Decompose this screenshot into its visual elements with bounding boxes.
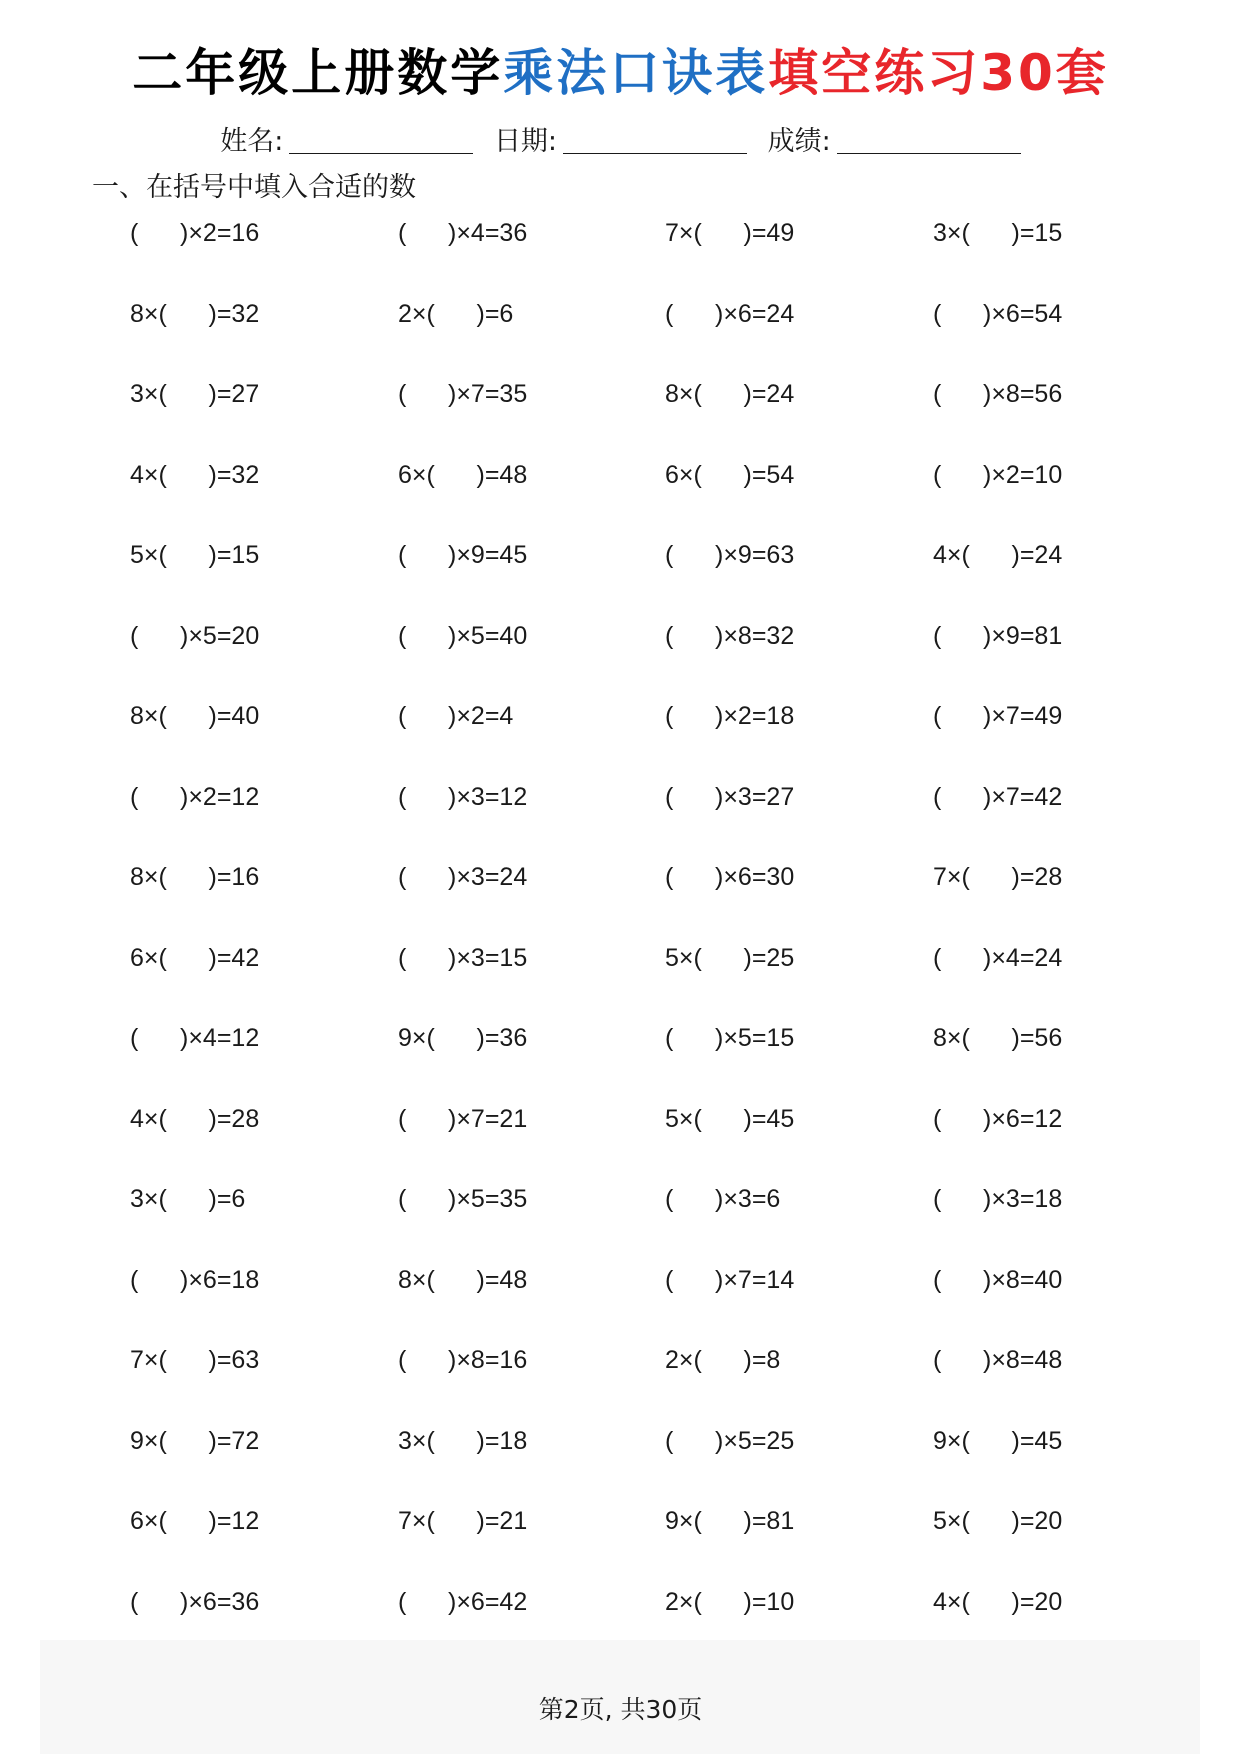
- problem-item[interactable]: 4×( )=20: [933, 1587, 1063, 1616]
- date-blank[interactable]: [563, 125, 747, 154]
- problem-item[interactable]: ( )×7=35: [398, 380, 528, 408]
- problem-item[interactable]: 3×( )=27: [130, 380, 260, 408]
- problem-item[interactable]: ( )×6=24: [665, 299, 795, 328]
- problem-item[interactable]: ( )×6=42: [398, 1587, 528, 1616]
- problem-item[interactable]: ( )×9=81: [933, 621, 1063, 650]
- problem-item[interactable]: 7×( )=63: [130, 1346, 260, 1374]
- name-label: 姓名:: [220, 126, 284, 157]
- problem-item[interactable]: 5×( )=20: [933, 1507, 1063, 1535]
- problem-item[interactable]: ( )×7=14: [665, 1265, 795, 1294]
- problem-item[interactable]: 8×( )=40: [130, 702, 260, 730]
- title-exercise: 填空练习30套: [768, 44, 1109, 102]
- problem-item[interactable]: ( )×5=25: [665, 1426, 795, 1455]
- problem-item[interactable]: ( )×6=12: [933, 1104, 1063, 1133]
- name-field: [220, 122, 473, 162]
- problem-item[interactable]: ( )×8=40: [933, 1265, 1063, 1294]
- problem-item[interactable]: 6×( )=48: [398, 460, 528, 489]
- student-info-line: [0, 122, 1241, 162]
- problem-item[interactable]: ( )×7=21: [398, 1104, 528, 1133]
- problem-item[interactable]: ( )×5=15: [665, 1024, 795, 1052]
- problem-item[interactable]: ( )×3=27: [665, 782, 795, 811]
- problem-item[interactable]: ( )×8=16: [398, 1346, 528, 1374]
- problem-item[interactable]: ( )×7=49: [933, 702, 1063, 730]
- problem-item[interactable]: 8×( )=56: [933, 1024, 1063, 1052]
- problem-item[interactable]: ( )×5=20: [130, 621, 260, 650]
- problem-item[interactable]: ( )×4=24: [933, 943, 1063, 972]
- problem-item[interactable]: ( )×3=6: [665, 1185, 781, 1213]
- problem-item[interactable]: 8×( )=24: [665, 380, 795, 408]
- problem-item[interactable]: ( )×2=18: [665, 702, 795, 730]
- problem-item[interactable]: 6×( )=54: [665, 460, 795, 489]
- name-blank[interactable]: [289, 125, 473, 154]
- problem-item[interactable]: 9×( )=45: [933, 1426, 1063, 1455]
- problem-item[interactable]: ( )×8=56: [933, 380, 1063, 408]
- problem-item[interactable]: ( )×2=10: [933, 460, 1063, 489]
- problem-item[interactable]: ( )×6=54: [933, 299, 1063, 328]
- problem-item[interactable]: ( )×7=42: [933, 782, 1063, 811]
- problem-item[interactable]: ( )×8=32: [665, 621, 795, 650]
- problem-item[interactable]: 9×( )=36: [398, 1024, 528, 1052]
- problem-item[interactable]: ( )×6=36: [130, 1587, 260, 1616]
- problem-item[interactable]: ( )×2=4: [398, 702, 514, 730]
- problem-item[interactable]: 2×( )=10: [665, 1587, 795, 1616]
- page-title: [0, 38, 1241, 108]
- problem-item[interactable]: 8×( )=48: [398, 1265, 528, 1294]
- problem-item[interactable]: 8×( )=16: [130, 863, 260, 891]
- problem-item[interactable]: 9×( )=81: [665, 1507, 795, 1535]
- problem-item[interactable]: 5×( )=25: [665, 943, 795, 972]
- problem-item[interactable]: ( )×3=18: [933, 1185, 1063, 1213]
- problem-item[interactable]: 3×( )=18: [398, 1426, 528, 1455]
- problem-item[interactable]: ( )×5=35: [398, 1185, 528, 1213]
- problem-item[interactable]: 8×( )=32: [130, 299, 260, 328]
- page-number: 第2页, 共30页: [538, 1695, 703, 1724]
- problem-item[interactable]: 4×( )=28: [130, 1104, 260, 1133]
- problem-item[interactable]: 5×( )=45: [665, 1104, 795, 1133]
- title-topic: 乘法口诀表: [503, 44, 769, 102]
- problem-item[interactable]: 6×( )=12: [130, 1507, 260, 1535]
- problem-item[interactable]: 3×( )=6: [130, 1185, 246, 1213]
- problem-item[interactable]: 7×( )=28: [933, 863, 1063, 891]
- problem-item[interactable]: ( )×2=16: [130, 219, 260, 247]
- problem-item[interactable]: 4×( )=32: [130, 460, 260, 489]
- problem-item[interactable]: 7×( )=49: [665, 219, 795, 247]
- problem-item[interactable]: 5×( )=15: [130, 541, 260, 569]
- problem-item[interactable]: ( )×3=12: [398, 782, 528, 811]
- problem-item[interactable]: ( )×9=45: [398, 541, 528, 569]
- problem-item[interactable]: ( )×6=30: [665, 863, 795, 891]
- problem-item[interactable]: ( )×4=12: [130, 1024, 260, 1052]
- problem-item[interactable]: 6×( )=42: [130, 943, 260, 972]
- problem-item[interactable]: ( )×6=18: [130, 1265, 260, 1294]
- problem-item[interactable]: 2×( )=8: [665, 1346, 781, 1374]
- problem-item[interactable]: ( )×8=48: [933, 1346, 1063, 1374]
- problem-item[interactable]: ( )×5=40: [398, 621, 528, 650]
- score-field: [768, 122, 1021, 162]
- problem-item[interactable]: 7×( )=21: [398, 1507, 528, 1535]
- problem-item[interactable]: 3×( )=15: [933, 219, 1063, 247]
- date-field: [494, 122, 747, 162]
- section-title: 一、在括号中填入合适的数: [92, 172, 416, 203]
- score-label: 成绩:: [767, 126, 831, 157]
- problem-item[interactable]: ( )×3=24: [398, 863, 528, 891]
- problem-item[interactable]: ( )×4=36: [398, 219, 528, 247]
- date-label: 日期:: [493, 126, 558, 157]
- problem-item[interactable]: 2×( )=6: [398, 299, 514, 328]
- problem-item[interactable]: ( )×2=12: [130, 782, 260, 811]
- score-blank[interactable]: [837, 125, 1021, 154]
- problem-item[interactable]: ( )×9=63: [665, 541, 795, 569]
- title-grade: 二年级上册数学: [132, 44, 504, 102]
- problem-item[interactable]: 9×( )=72: [130, 1426, 260, 1455]
- problem-item[interactable]: 4×( )=24: [933, 541, 1063, 569]
- problem-item[interactable]: ( )×3=15: [398, 943, 528, 972]
